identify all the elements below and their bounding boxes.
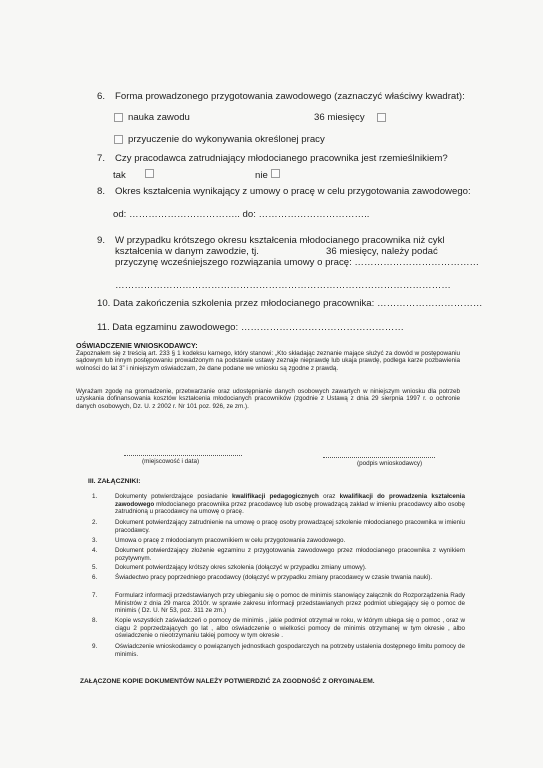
q9-line1: W przypadku krótszego okresu kształcenia młodocianego pracownika niż cykl — [115, 235, 445, 246]
q9-line4[interactable]: …………………………………………………………………………………………… — [115, 280, 451, 291]
attachment-1-bold-b: kwalifikacji pedagogicznych — [232, 493, 319, 500]
q6-option-apprenticeship-checkbox[interactable] — [114, 113, 123, 122]
attachment-number: 6. — [92, 574, 98, 581]
q7-text: Czy pracodawca zatrudniający młodocianego pracownika jest rzemieślnikiem? — [115, 153, 448, 164]
attachment-item-4: Dokument potwierdzający złożenie egzaminu z przygotowania zawodowego przez młodocianego pracownika z wynikiem pozytywnym. — [115, 547, 465, 562]
q6-text: Forma prowadzonego przygotowania zawodowego (zaznaczyć właściwy kwadrat): — [115, 91, 465, 102]
attachment-number: 4. — [92, 547, 98, 554]
q7-number: 7. — [97, 153, 106, 164]
attachment-item-3: Umowa o pracę z młodocianym pracownikiem w celu przygotowania zawodowego. — [115, 537, 346, 544]
attachment-number: 5. — [92, 564, 98, 571]
attachment-item-6: Świadectwo pracy poprzedniego pracodawcy (dołączyć w przypadku zmiany pracodawcy w czasie trwania nauki). — [115, 574, 433, 581]
declaration-paragraph-1: Zapoznałem się z treścią art. 233 § 1 kodeksu karnego, który stanowi: „Kto składając zeznanie mające służyć za dowód w postępowaniu sądowym lub innym postępowaniu prowadzonym na podstawie ustawy zeznaje nieprawdę lub ukaja prawdę, podlega karze pozbawienia wolności do lat 3” i niniejszym oświadczam, że dane podane we wniosku są zgodne z prawdą. — [76, 350, 460, 372]
attachment-item-5: Dokument potwierdzający krótszy okres szkolenia (dołączyć w przypadku zmiany umowy). — [115, 564, 367, 571]
q6-months-label: 36 miesięcy — [314, 112, 365, 123]
q9-number: 9. — [97, 235, 106, 246]
attachment-number: 1. — [92, 493, 98, 500]
q6-option-apprenticeship-label: nauka zawodu — [128, 112, 190, 123]
attachment-item-7: Formularz informacji przedstawianych przy ubieganiu się o pomoc de minimis stanowiący załącznik do Rozporządzenia Rady Ministrów z dnia 29 marca 2010r. w sprawie zakresu informacji przedstawianych przez podmiot ubiegający się o pomoc de minimis ( Dz. U. Nr 53, poz. 311 ze zm.) — [115, 592, 465, 614]
attachment-number: 7. — [92, 592, 98, 599]
q6-number: 6. — [97, 91, 106, 102]
q9-line2a: kształcenia w danym zawodzie, tj. — [115, 246, 259, 257]
place-date-line[interactable] — [124, 455, 242, 456]
attachment-number: 8. — [92, 617, 98, 624]
q6-option-training-label: przyuczenie do wykonywania określonej pracy — [128, 134, 325, 145]
attachment-1-text-a: Dokumenty potwierdzające posiadanie — [115, 493, 233, 500]
declaration-paragraph-2: Wyrażam zgodę na gromadzenie, przetwarzanie oraz udostępnianie danych osobowych zawartych w niniejszym wniosku dla potrzeb uzyskania dofinansowania kosztów kształcenia młodocianych pracowników (zgodnie z Ustawą z dnia 29 sierpnia 1997 r. o ochronie danych osobowych, Dz. U. z 2002 r. Nr 101 poz. 926, ze zm.). — [76, 388, 460, 410]
q9-line2b: 36 miesięcy, należy podać — [326, 246, 438, 257]
q8-text: Okres kształcenia wynikający z umowy o pracę w celu przygotowania zawodowego: — [115, 186, 471, 197]
q7-no-label: nie — [255, 170, 268, 181]
attachment-item-9: Oświadczenie wnioskodawcy o powiązanych jednostkach gospodarczych na potrzeby ustalenia dostępnego limitu pomocy de minimis. — [115, 643, 465, 658]
attachments-heading: III. ZAŁĄCZNIKI: — [88, 478, 141, 485]
attachment-item-2: Dokument potwierdzający zatrudnienie na umowę o pracę osoby prowadzącej szkolenie młodocianego pracownika w imieniu pracodawcy. — [115, 519, 465, 534]
attachment-1-bold-d: kwalifikacji do prowadzenia kształcenia zawodowego — [115, 493, 465, 508]
q7-yes-checkbox[interactable] — [145, 169, 154, 178]
q7-yes-label: tak — [113, 170, 126, 181]
attachment-number: 3. — [92, 537, 98, 544]
attachment-item-1 — [115, 493, 465, 516]
place-date-label: (miejscowość i data) — [142, 458, 200, 465]
footer-note: ZAŁĄCZONE KOPIE DOKUMENTÓW NALEŻY POTWIERDZIĆ ZA ZGODNOŚĆ Z ORYGINAŁEM. — [80, 678, 375, 685]
q6-months-checkbox[interactable] — [377, 113, 386, 122]
q11-text[interactable]: 11. Data egzaminu zawodowego: …………………………………………… — [97, 322, 404, 333]
q8-period-field[interactable]: od: …………………………….. do: …………………………….. — [113, 209, 370, 220]
attachment-1-text-e: młodocianego pracownika przez pracodawcę lub osobę prowadzącą zakład w imieniu pracodawcy albo osobę zatrudnioną u pracodawcy na umowę o pracę. — [115, 500, 465, 515]
declaration-heading: OŚWIADCZENIE WNIOSKODAWCY: — [76, 341, 198, 350]
q10-text[interactable]: 10. Data zakończenia szkolenia przez młodocianego pracownika: …………………………… — [97, 298, 483, 309]
q9-line3[interactable]: przyczynę wcześniejszego rozwiązania umowy o pracę: ………………………………… — [115, 257, 480, 268]
q8-number: 8. — [97, 186, 106, 197]
attachment-item-8: Kopie wszystkich zaświadczeń o pomocy de minimis , jakie podmiot otrzymał w roku, w którym ubiega się o pomoc , oraz w ciągu 2 poprzedzających go lat , albo oświadczenie o wielkości pomocy de minimis otrzymanej w tym okresie , albo oświadczenie o nieotrzymaniu takiej pomocy w tym okresie . — [115, 617, 465, 639]
attachment-number: 9. — [92, 643, 98, 650]
q7-no-checkbox[interactable] — [271, 169, 280, 178]
attachment-1-text-c: oraz — [318, 493, 340, 500]
signature-line[interactable] — [323, 457, 435, 458]
q6-option-training-checkbox[interactable] — [114, 135, 123, 144]
signature-label: (podpis wnioskodawcy) — [357, 460, 423, 467]
attachment-number: 2. — [92, 519, 98, 526]
